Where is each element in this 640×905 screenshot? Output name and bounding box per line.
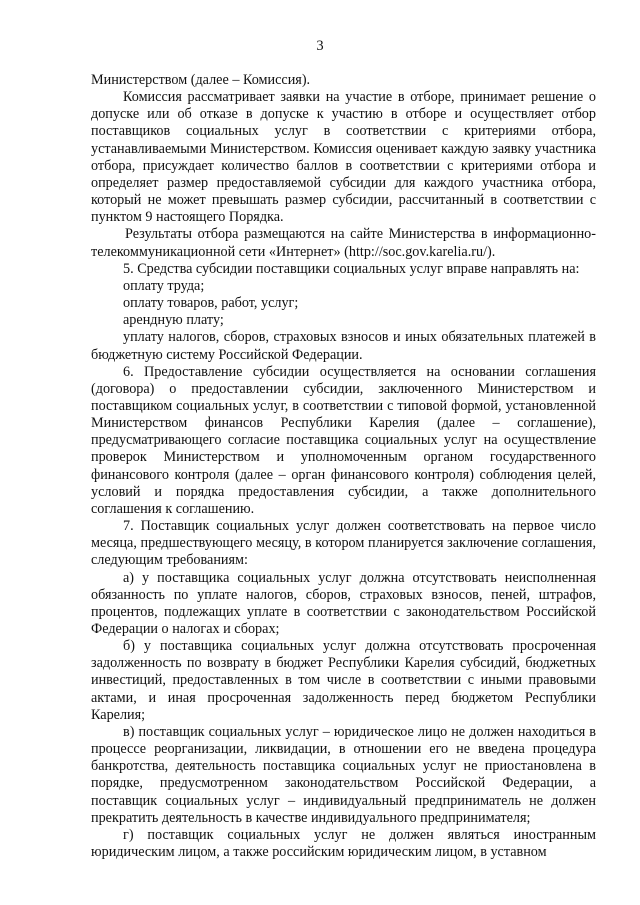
list-item-labor: оплату труда;: [123, 277, 205, 294]
list-item-goods: оплату товаров, работ, услуг;: [123, 295, 299, 312]
list-item-taxes: уплату налогов, сборов, страховых взносов и иных обязательных платежей в бюджетную систему Российской Федерации.: [91, 329, 596, 363]
paragraph-item-7b: б) у поставщика социальных услуг должна отсутствовать просроченная задолженность по возврату в бюджет Республики Карелия субсидий, бюджетных инвестиций, предоставленных в том числе в соответствии с иными правовыми актами, и иная просроченная задолженность перед бюджетом Республики Карелия;: [91, 638, 596, 723]
paragraph-item-7g: г) поставщик социальных услуг не должен являться иностранным юридическим лицом, а также российским юридическим лицом, в уставном: [91, 826, 596, 861]
paragraph-commission-duties: Комиссия рассматривает заявки на участие в отборе, принимает решение о допуске или об отказе в допуске к участию в отборе и осуществляет отбор поставщиков социальных услуг в соответствии с критериями отбора, устанавливаемыми Министерством. Комиссия оценивает каждую заявку участника отбора, присуждает количество баллов в соответствии с критериями отбора и определяет размер предоставляемой субсидии для каждого участника отбора, который не может превышать размер субсидии, рассчитанный в соответствии с пунктом 9 настоящего Порядка.: [91, 89, 596, 226]
paragraph-item-6: 6. Предоставление субсидии осуществляется на основании соглашения (договора) о предоставлении субсидии, заключенного Министерством и поставщиком социальных услуг, в соответствии с типовой формой, установленной Министерством финансов Республики Карелия (далее – соглашение), предусматривающего согласие поставщика социальных услуг на осуществление проверок Министерством и уполномоченным органом государственного финансового контроля (далее – орган финансового контроля) соблюдения целей, условий и порядка предоставления субсидии, а также дополнительного соглашения к соглашению.: [91, 363, 596, 517]
paragraph-commission-definition-end: Министерством (далее – Комиссия).: [91, 72, 311, 88]
paragraph-results-publication: Результаты отбора размещаются на сайте Министерства в информационно-телекоммуникационной сети «Интернет» (http://soc.gov.karelia.ru/).: [91, 226, 596, 260]
document-body: [91, 72, 596, 861]
list-item-rent: арендную плату;: [123, 312, 224, 329]
page-number: 3: [316, 38, 324, 54]
paragraph-item-5: 5. Средства субсидии поставщики социальных услуг вправе направлять на:: [123, 260, 580, 277]
paragraph-item-7v: в) поставщик социальных услуг – юридическое лицо не должен находиться в процессе реорганизации, ликвидации, в отношении его не введена процедура банкротства, деятельность поставщика социальных услуг не приостановлена в порядке, предусмотренном законодательством Российской Федерации, а поставщик социальных услуг – индивидуальный предприниматель не должен прекратить деятельность в качестве индивидуального предпринимателя;: [91, 723, 596, 826]
paragraph-item-7a: а) у поставщика социальных услуг должна отсутствовать неисполненная обязанность по уплате налогов, сборов, страховых взносов, пеней, штрафов, процентов, подлежащих уплате в соответствии с законодательством Российской Федерации о налогах и сборах;: [91, 569, 596, 637]
paragraph-item-7: 7. Поставщик социальных услуг должен соответствовать на первое число месяца, предшествующего месяцу, в котором планируется заключение соглашения, следующим требованиям:: [91, 518, 596, 569]
